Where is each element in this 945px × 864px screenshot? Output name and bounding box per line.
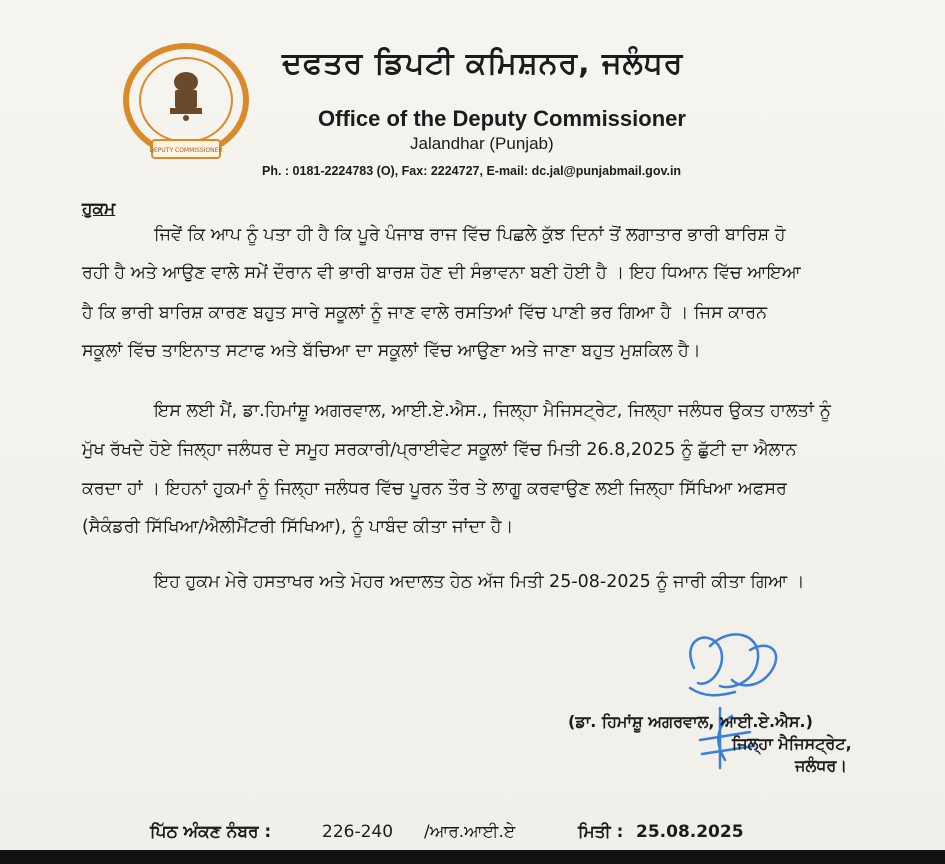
office-city: Jalandhar (Punjab) <box>410 134 554 153</box>
government-emblem-icon <box>122 42 250 164</box>
paragraph-line: ਹੈ ਕਿ ਭਾਰੀ ਬਾਰਿਸ਼ ਕਾਰਣ ਬਹੁਤ ਸਾਰੇ ਸਕੂਲਾਂ ਨੂੰ ਜਾਣ ਵਾਲੇ ਰਸਤਿਆਂ ਵਿੱਚ ਪਾਣੀ ਭਰ ਗਿਆ ਹੈ । ਜਿਸ ਕਾਰਨ <box>82 303 768 323</box>
paragraph-line: ਰਹੀ ਹੈ ਅਤੇ ਆਉਣ ਵਾਲੇ ਸਮੇਂ ਦੌਰਾਨ ਵੀ ਭਾਰੀ ਬਾਰਸ਼ ਹੋਣ ਦੀ ਸੰਭਾਵਨਾ ਬਣੀ ਹੋਈ ਹੈ । ਇਹ ਧਿਆਨ ਵਿੱਚ ਆਇਆ <box>82 263 801 283</box>
paragraph-line: ਕਰਦਾ ਹਾਂ । ਇਹਨਾਂ ਹੁਕਮਾਂ ਨੂੰ ਜਿਲ੍ਹਾ ਜਲੰਧਰ ਵਿੱਚ ਪੂਰਨ ਤੌਰ ਤੇ ਲਾਗੂ ਕਰਵਾਉਣ ਲਈ ਜਿਲ੍ਹਾ ਸਿੱਖਿਆ ਅਫਸਰ <box>82 479 787 499</box>
endorsement-suffix: /ਆਰ.ਆਈ.ਏ <box>424 822 516 842</box>
paragraph-line: ਸਕੂਲਾਂ ਵਿੱਚ ਤਾਇਨਾਤ ਸਟਾਫ ਅਤੇ ਬੱਚਿਆ ਦਾ ਸਕੂਲਾਂ ਵਿੱਚ ਆਉਣਾ ਅਤੇ ਜਾਣਾ ਬਹੁਤ ਮੁਸ਼ਕਿਲ ਹੈ। <box>82 341 701 361</box>
order-heading: ਹੁਕਮ <box>82 199 116 219</box>
paragraph-line: (ਸੈਕੰਡਰੀ ਸਿੱਖਿਆ/ਐਲੀਮੈਂਟਰੀ ਸਿੱਖਿਆ), ਨੂੰ ਪਾਬੰਦ ਕੀਤਾ ਜਾਂਦਾ ਹੈ। <box>82 517 514 537</box>
office-title-punjabi: ਦਫਤਰ ਡਿਪਟੀ ਕਮਿਸ਼ਨਰ, ਜਲੰਧਰ <box>282 46 684 81</box>
endorsement-label: ਪਿੱਠ ਅੰਕਣ ਨੰਬਰ : <box>150 822 272 842</box>
signatory-place: ਜਲੰਧਰ। <box>795 756 848 775</box>
footer-date-label: ਮਿਤੀ : <box>578 822 624 842</box>
signatory-designation: ਜਿਲ੍ਹਾ ਮੈਜਿਸਟ੍ਰੇਟ, <box>732 734 852 753</box>
emblem-label: DEPUTY COMMISSIONER <box>149 147 223 154</box>
footer-date: 25.08.2025 <box>636 822 744 842</box>
signatory-name: (ਡਾ. ਹਿਮਾਂਸ਼ੂ ਅਗਰਵਾਲ, ਆਈ.ਏ.ਐਸ.) <box>568 712 813 731</box>
paragraph-line: ਇਹ ਹੁਕਮ ਮੇਰੇ ਹਸਤਾਖਰ ਅਤੇ ਮੋਹਰ ਅਦਾਲਤ ਹੇਠ ਅੱਜ ਮਿਤੀ 25-08-2025 ਨੂੰ ਜਾਰੀ ਕੀਤਾ ਗਿਆ । <box>154 572 805 592</box>
office-title-english: Office of the Deputy Commissioner <box>318 106 686 131</box>
endorsement-number: 226-240 <box>322 822 394 842</box>
paragraph-line: ਜਿਵੇਂ ਕਿ ਆਪ ਨੂੰ ਪਤਾ ਹੀ ਹੈ ਕਿ ਪੂਰੇ ਪੰਜਾਬ ਰਾਜ ਵਿੱਚ ਪਿਛਲੇ ਕੁੱਝ ਦਿਨਾਂ ਤੋਂ ਲਗਾਤਾਰ ਭਾਰੀ ਬਾਰਿਸ਼ ਹੋ <box>154 225 786 245</box>
paragraph-line: ਮੁੱਖ ਰੱਖਦੇ ਹੋਏ ਜਿਲ੍ਹਾ ਜਲੰਧਰ ਦੇ ਸਮੂਹ ਸਰਕਾਰੀ/ਪ੍ਰਾਈਵੇਟ ਸਕੂਲਾਂ ਵਿੱਚ ਮਿਤੀ 26.8,2025 ਨੂੰ ਛੁੱਟੀ ਦਾ ਐਲਾਨ <box>82 440 797 460</box>
office-contact-line: Ph. : 0181-2224783 (O), Fax: 2224727, E-mail: dc.jal@punjabmail.gov.in <box>262 164 682 178</box>
bottom-edge <box>0 850 945 864</box>
paragraph-line: ਇਸ ਲਈ ਮੈਂ, ਡਾ.ਹਿਮਾਂਸ਼ੂ ਅਗਰਵਾਲ, ਆਈ.ਏ.ਐਸ., ਜਿਲ੍ਹਾ ਮੈਜਿਸਟ੍ਰੇਟ, ਜਿਲ੍ਹਾ ਜਲੰਧਰ ਉਕਤ ਹਾਲਤਾਂ ਨੂੰ <box>154 401 831 421</box>
